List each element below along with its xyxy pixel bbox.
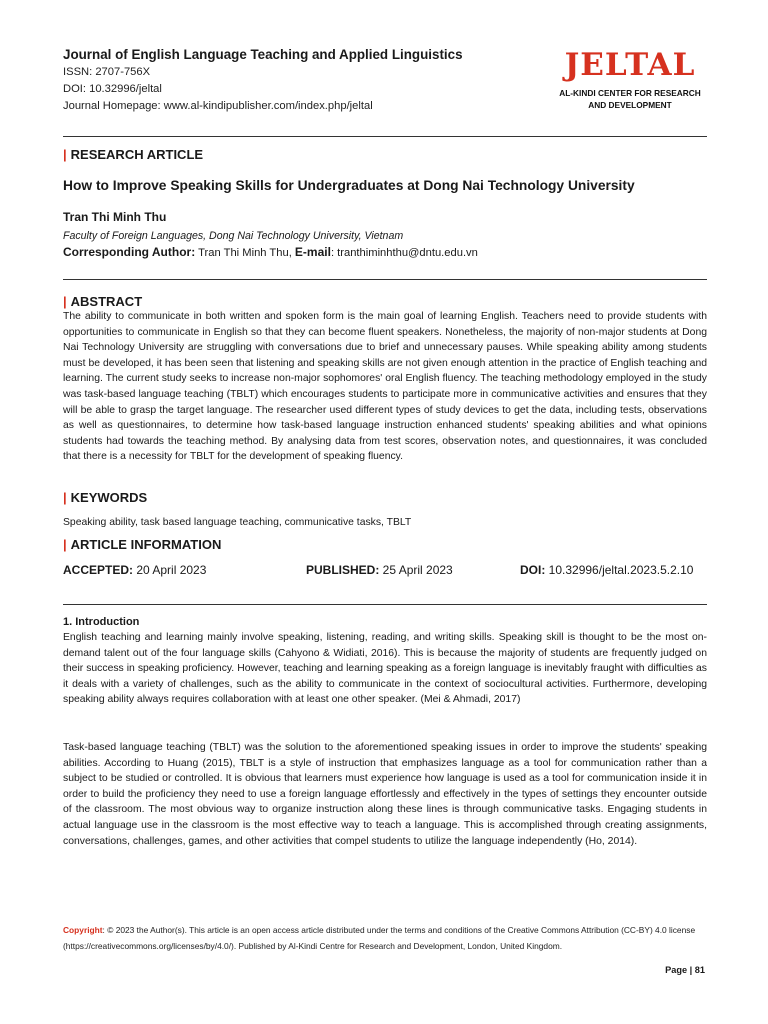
logo-text: JELTAL xyxy=(564,47,696,83)
accepted-value: 20 April 2023 xyxy=(133,563,207,577)
copyright-notice xyxy=(63,922,703,954)
introduction-paragraph-2: Task-based language teaching (TBLT) was the solution to the aforementioned speaking issues in order to improve the students' speaking abilities. According to Huang (2015), TBLT is a style of instruction that emphasizes language as a tool for communication rather than a subject to be studied or controlled. It is obvious that learners must experience how language is used as a tool for communication inside it in order to build the proficiency they need to use a foreign language effortlessly and effectively in the types of settings they encounter outside of the classroom. The most obvious way to organize instruction along these lines is through communicative tasks. Engaging students in actual language use in the classroom is the most effective way to teach a language. This is accomplished through creating assignments, conversations, challenges, games, and other activities that compel students to utilize the language independently (Ho, 2014). xyxy=(63,742,707,847)
published-date xyxy=(306,563,453,577)
accepted-label: ACCEPTED: xyxy=(63,563,134,577)
article-info-heading-label: ARTICLE INFORMATION xyxy=(70,537,222,552)
accent-bar: | xyxy=(63,490,67,505)
article-info-heading xyxy=(63,537,221,552)
issn: ISSN: 2707-756X xyxy=(63,66,151,78)
accent-bar: | xyxy=(63,294,67,309)
accepted-date xyxy=(63,563,206,577)
accent-bar: | xyxy=(63,537,67,552)
corresponding-label: Corresponding Author: xyxy=(63,245,196,259)
journal-homepage[interactable]: Journal Homepage: www.al-kindipublisher.com/index.php/jeltal xyxy=(63,100,373,112)
logo-subtitle-2: AND DEVELOPMENT xyxy=(588,100,672,110)
corresponding-name: Tran Thi Minh Thu, xyxy=(195,247,295,259)
abstract-heading xyxy=(63,294,142,309)
keywords-heading-label: KEYWORDS xyxy=(70,490,148,505)
author-affiliation: Faculty of Foreign Languages, Dong Nai Technology University, Vietnam xyxy=(63,230,404,242)
doi-value[interactable]: 10.32996/jeltal.2023.5.2.10 xyxy=(545,563,694,577)
corresponding-author xyxy=(63,245,478,259)
published-value: 25 April 2023 xyxy=(379,563,453,577)
copyright-text: : © 2023 the Author(s). This article is an open access article distributed under the terms and conditions of the Creative Commons Attribution (CC-BY) 4.0 license (https://creativecommons.org/licenses/by/4.0/). Published by Al-Kindi Centre for Research and Development, London, United Kingdom. xyxy=(63,925,696,951)
title-divider xyxy=(63,279,707,280)
header-divider xyxy=(63,136,707,137)
page-number: Page | 81 xyxy=(665,965,705,975)
published-label: PUBLISHED: xyxy=(306,563,380,577)
keywords-heading xyxy=(63,490,147,505)
introduction-paragraph-1: English teaching and learning mainly involve speaking, listening, reading, and writing skills. Speaking skill is thought to be the most on-demand talent out of the four language skills (Cahyono & Widiati, 2016). This is because the majority of students are frequently judged on their success in speaking proficiency. However, teaching and learning speaking as a foreign language is inevitably fraught with difficulties as it deals with a variety of challenges, such as the ability to communicate in the context of sociocultural activities. Furthermore, developing speaking ability always requires collaboration with at least one other speaker. (Mei & Ahmadi, 2017) xyxy=(63,632,707,706)
introduction-heading: 1. Introduction xyxy=(63,616,140,628)
doi-label: DOI: xyxy=(520,563,546,577)
accent-bar: | xyxy=(63,147,67,162)
article-type-label: RESEARCH ARTICLE xyxy=(70,147,204,162)
email-label: E-mail xyxy=(294,245,331,259)
article-type xyxy=(63,147,203,162)
info-divider xyxy=(63,604,707,605)
logo-subtitle-1: AL-KINDI CENTER FOR RESEARCH xyxy=(559,88,701,98)
jeltal-logo xyxy=(555,47,705,111)
article-doi xyxy=(520,563,693,577)
article-title: How to Improve Speaking Skills for Undergraduates at Dong Nai Technology University xyxy=(63,178,635,193)
journal-title: Journal of English Language Teaching and Applied Linguistics xyxy=(63,47,463,62)
copyright-label: Copyright xyxy=(63,925,103,935)
keywords-text: Speaking ability, task based language teaching, communicative tasks, TBLT xyxy=(63,517,412,528)
abstract-text: The ability to communicate in both written and spoken form is the main goal of learning English. Teachers need to provide students with opportunities to communicate in English so that they can become fluent speakers. Nonetheless, the majority of non-major students at Dong Nai Technology University are struggling with conversations due to brief and unnecessary pauses. While speaking ability among students must be developed, it has been seen that listening and speaking skills are not given enough attention in the practice of English teaching and learning. The current study seeks to increase non-major sophomores' oral English fluency. The teaching methodology employed in the study was task-based language teaching (TBLT) which encourages students to participate more in communicative activities and ensures that they will be able to grasp the target language. The researcher used different types of study devices to get the data, including tests, observations as well as questionnaires, to determine how task-based language instruction enhanced students' speaking abilities and what opinions students had towards the teaching method. By analysing data from test scores, observation notes, and questionnaires, it was concluded that there is a necessity for TBLT for the development of speaking fluency. xyxy=(63,311,707,463)
journal-doi: DOI: 10.32996/jeltal xyxy=(63,83,162,95)
author-name: Tran Thi Minh Thu xyxy=(63,210,167,224)
email-address[interactable]: : tranthiminhthu@dntu.edu.vn xyxy=(330,247,478,259)
abstract-heading-label: ABSTRACT xyxy=(70,294,143,309)
